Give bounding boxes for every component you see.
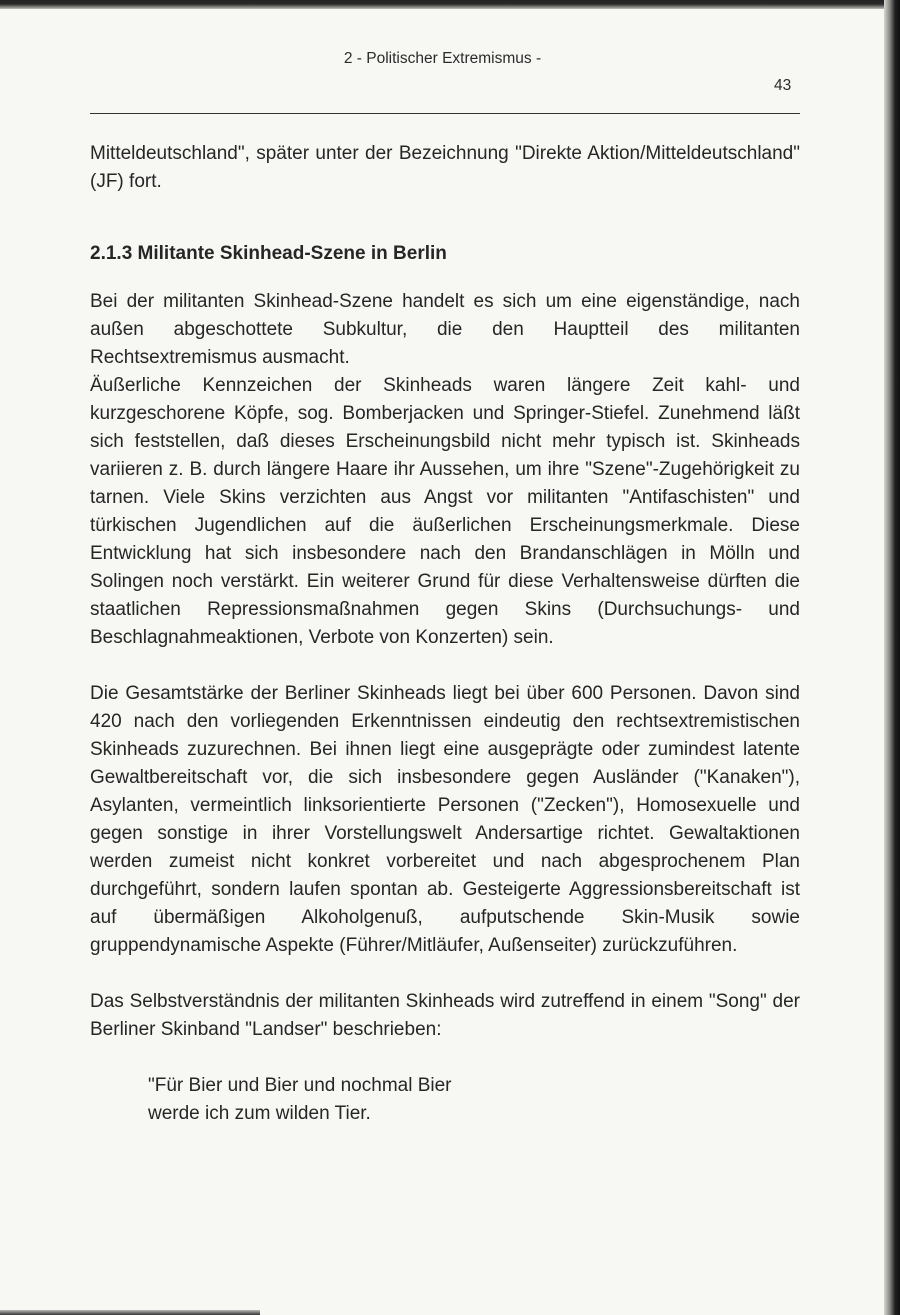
page-number: 43: [774, 77, 792, 94]
paragraph-1: Bei der militanten Skinhead-Szene handelt es sich um eine eigenständige, nach außen abgeschottete Subkultur, die den Hauptteil des militanten Rechtsextremismus ausmacht.: [90, 291, 800, 368]
intro-paragraph: Mitteldeutschland", später unter der Bezeichnung "Direkte Aktion/Mitteldeutschland" (JF) fort.: [90, 143, 800, 192]
header-divider: [90, 113, 800, 114]
body-text: [90, 140, 800, 1128]
quote-line-1: "Für Bier und Bier und nochmal Bier: [148, 1075, 452, 1096]
section-heading: 2.1.3 Militante Skinhead-Szene in Berlin: [90, 243, 447, 264]
paragraph-4: Das Selbstverständnis der militanten Skinheads wird zutreffend in einem "Song" der Berliner Skinband "Landser" beschrieben:: [90, 991, 800, 1040]
scan-top-edge: [0, 0, 900, 9]
scan-bottom-edge: [0, 1310, 260, 1315]
paragraph-2: Äußerliche Kennzeichen der Skinheads waren längere Zeit kahl- und kurzgeschorene Köpfe, sog. Bomberjacken und Springer-Stiefel. Zunehmend läßt sich feststellen, daß dieses Erscheinungsbild nicht mehr typisch ist. Skinheads variieren z. B. durch längere Haare ihr Aussehen, um ihre "Szene"-Zugehörigkeit zu tarnen. Viele Skins verzichten aus Angst vor militanten "Antifaschisten" und türkischen Jugendlichen auf die äußerlichen Erscheinungsmerkmale. Diese Entwicklung hat sich insbesondere nach den Brandanschlägen in Mölln und Solingen noch verstärkt. Ein weiterer Grund für diese Verhaltensweise dürften die staatlichen Repressionsmaßnahmen gegen Skins (Durchsuchungs- und Beschlagnahmeaktionen, Verbote von Konzerten) sein.: [90, 375, 800, 648]
quote-line-2: werde ich zum wilden Tier.: [148, 1103, 371, 1124]
song-quote: [148, 1072, 800, 1128]
book-binding-edge: [884, 0, 900, 1315]
paragraph-3: Die Gesamtstärke der Berliner Skinheads liegt bei über 600 Personen. Davon sind 420 nach den vorliegenden Erkenntnissen eindeutig den rechtsextremistischen Skinheads zuzurechnen. Bei ihnen liegt eine ausgeprägte oder zumindest latente Gewaltbereitschaft vor, die sich insbesondere gegen Ausländer ("Kanaken"), Asylanten, vermeintlich linksorientierte Personen ("Zecken"), Homosexuelle und gegen sonstige in ihrer Vorstellungswelt Andersartige richtet. Gewaltaktionen werden zumeist nicht konkret vorbereitet und nach abgesprochenem Plan durchgeführt, sondern laufen spontan ab. Gesteigerte Aggressionsbereitschaft ist auf übermäßigen Alkoholgenuß, aufputschende Skin-Musik sowie gruppendynamische Aspekte (Führer/Mitläufer, Außenseiter) zurückzuführen.: [90, 683, 800, 956]
running-header: 2 - Politischer Extremismus -: [343, 50, 542, 67]
